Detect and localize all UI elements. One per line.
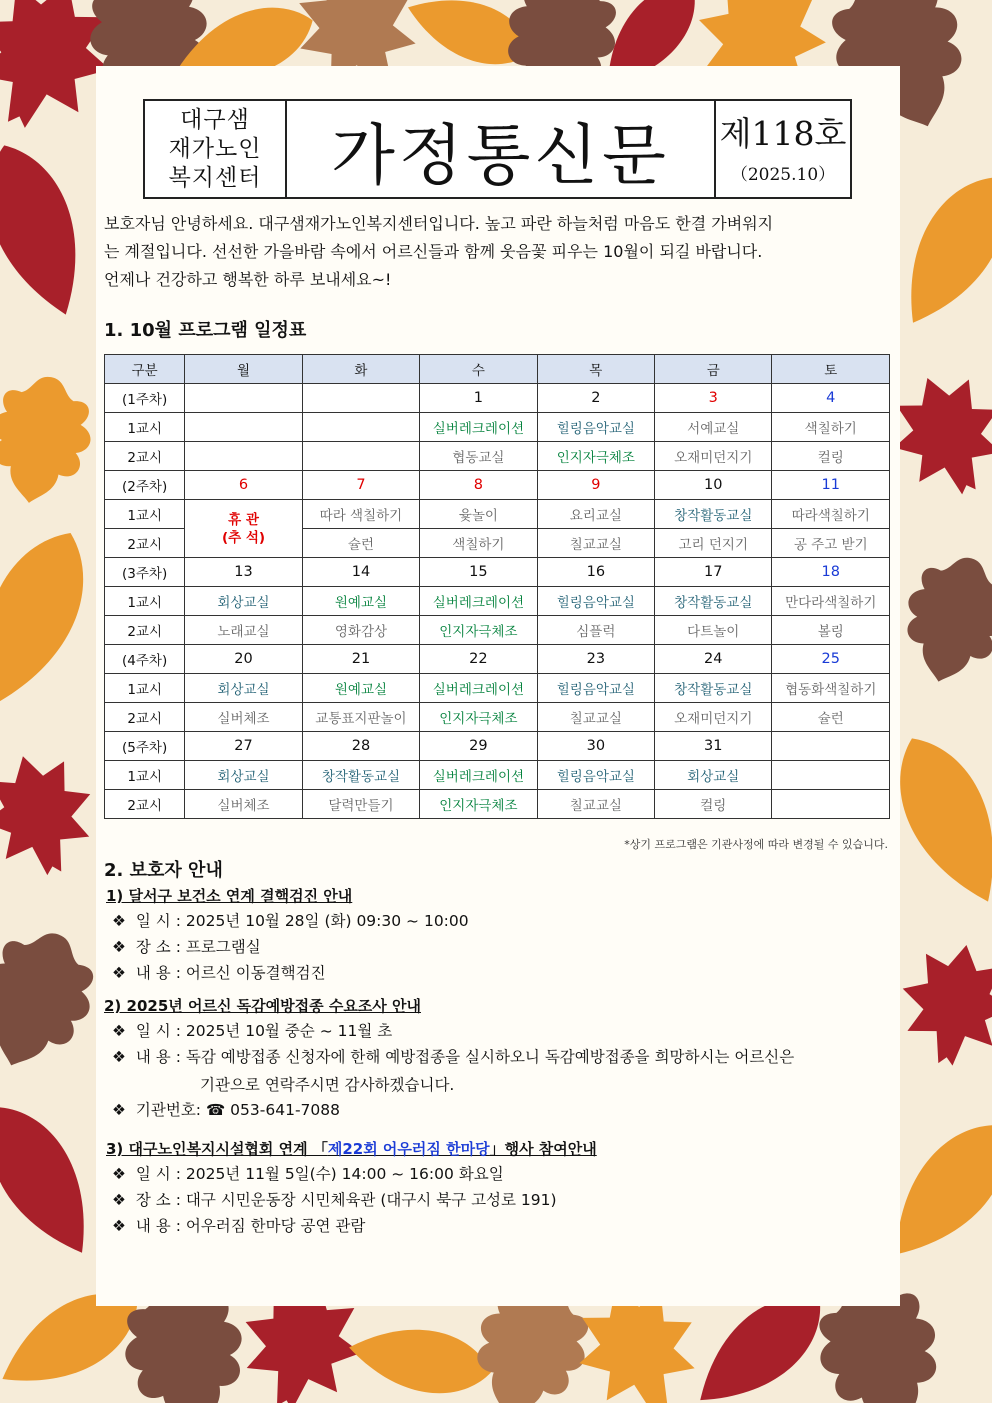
list-item-text: 일 시 : 2025년 10월 28일 (화) 09:30 ~ 10:00: [135, 912, 469, 930]
program-cell: 힐링음악교실: [537, 761, 654, 790]
program-cell: 회상교실: [185, 674, 302, 703]
program-cell: 고리 던지기: [655, 529, 772, 558]
program-cell: 창작활동교실: [302, 761, 419, 790]
week-row: [105, 558, 890, 587]
program-cell: 회상교실: [185, 587, 302, 616]
bullet-icon: ❖: [112, 938, 126, 956]
period-row: [105, 587, 890, 616]
date-cell: 20: [185, 645, 302, 674]
date-cell: 17: [655, 558, 772, 587]
date-cell: 23: [537, 645, 654, 674]
holiday-reason: (추 석): [221, 529, 266, 546]
notice-heading-text: 1) 달서구 보건소 연계 결핵검진 안내: [106, 887, 353, 905]
column-header: 토: [772, 355, 890, 384]
program-cell: 원예교실: [302, 674, 419, 703]
intro-text: [104, 210, 894, 294]
program-cell: 회상교실: [185, 761, 302, 790]
org-name-line: 복지센터: [168, 164, 262, 191]
org-name-line: 재가노인: [168, 135, 262, 162]
program-cell: 색칠하기: [772, 413, 890, 442]
week-row: [105, 384, 890, 413]
program-cell: 색칠하기: [420, 529, 537, 558]
period-row: [105, 703, 890, 732]
heading-prefix: 3) 대구노인복지시설협회 연계 「: [106, 1140, 328, 1158]
program-cell: 인지자극체조: [420, 790, 537, 819]
date-cell: 18: [772, 558, 890, 587]
program-cell: 달력만들기: [302, 790, 419, 819]
list-item-text: 일 시 : 2025년 10월 중순 ~ 11월 초: [135, 1022, 393, 1040]
bullet-icon: ❖: [112, 1217, 126, 1235]
program-cell: [772, 790, 890, 819]
bullet-icon: ❖: [112, 964, 126, 982]
list-item: [112, 1213, 365, 1239]
program-cell: [185, 442, 302, 471]
bullet-icon: ❖: [112, 1165, 126, 1183]
event-name: 제22회 어우러짐 한마당: [327, 1140, 490, 1158]
list-item: [112, 1187, 557, 1213]
date-cell: 2: [537, 384, 654, 413]
date-cell: [185, 384, 302, 413]
program-cell: 창작활동교실: [655, 587, 772, 616]
program-cell: 실버체조: [185, 703, 302, 732]
notice-heading: [104, 995, 421, 1016]
program-cell: 볼링: [772, 616, 890, 645]
notice-heading-text: 2) 2025년 어르신 독감예방접종 수요조사 안내: [104, 997, 421, 1015]
date-cell: 13: [185, 558, 302, 587]
program-cell: 힐링음악교실: [537, 674, 654, 703]
date-cell: 25: [772, 645, 890, 674]
date-cell: 4: [772, 384, 890, 413]
list-item: [112, 934, 261, 960]
row-label: 1교시: [105, 500, 185, 529]
program-cell: 따라색칠하기: [772, 500, 890, 529]
holiday-label: 휴 관: [228, 511, 259, 528]
program-cell: [772, 761, 890, 790]
issue-number: 제118호: [719, 113, 847, 153]
program-cell: 요리교실: [537, 500, 654, 529]
row-label: (3주차): [105, 558, 185, 587]
program-cell: 힐링음악교실: [537, 413, 654, 442]
intro-line: 보호자님 안녕하세요. 대구샘재가노인복지센터입니다. 높고 파란 하늘처럼 마음도 한결 가벼워지: [104, 214, 774, 233]
list-item-text: 내 용 : 어르신 이동결핵검진: [135, 964, 326, 982]
program-cell: [302, 442, 419, 471]
period-row: [105, 413, 890, 442]
date-cell: 9: [537, 471, 654, 500]
date-cell: 30: [537, 732, 654, 761]
program-cell: 힐링음악교실: [537, 587, 654, 616]
list-item: [112, 1161, 504, 1187]
program-cell: 창작활동교실: [655, 500, 772, 529]
period-row: [105, 500, 890, 529]
date-cell: [302, 384, 419, 413]
column-header: 금: [655, 355, 772, 384]
program-cell: 슐런: [302, 529, 419, 558]
date-cell: 16: [537, 558, 654, 587]
program-cell: 공 주고 받기: [772, 529, 890, 558]
row-label: 2교시: [105, 529, 185, 558]
table-header-row: [105, 355, 890, 384]
bullet-icon: ❖: [112, 1048, 126, 1066]
issue-date: （2025.10）: [730, 164, 836, 185]
program-cell: 인지자극체조: [537, 442, 654, 471]
bullet-icon: ❖: [112, 1022, 126, 1040]
week-row: [105, 645, 890, 674]
date-cell: 3: [655, 384, 772, 413]
program-cell: 협동교실: [420, 442, 537, 471]
list-item-continuation: 기관으로 연락주시면 감사하겠습니다.: [200, 1076, 455, 1094]
program-cell: [302, 413, 419, 442]
date-cell: 7: [302, 471, 419, 500]
program-cell: 원예교실: [302, 587, 419, 616]
program-cell: 따라 색칠하기: [302, 500, 419, 529]
program-cell: 칠교교실: [537, 529, 654, 558]
row-label: 2교시: [105, 790, 185, 819]
program-cell: 창작활동교실: [655, 674, 772, 703]
list-item: [112, 1097, 340, 1123]
bullet-icon: ❖: [112, 912, 126, 930]
column-header: 수: [420, 355, 537, 384]
program-cell: 슐런: [772, 703, 890, 732]
row-label: 1교시: [105, 587, 185, 616]
table-body: [105, 384, 890, 819]
date-cell: 29: [420, 732, 537, 761]
row-label: 2교시: [105, 616, 185, 645]
date-cell: 31: [655, 732, 772, 761]
section-title: 1. 10월 프로그램 일정표: [104, 320, 307, 341]
program-cell: 칠교교실: [537, 703, 654, 732]
row-label: (4주차): [105, 645, 185, 674]
row-label: 1교시: [105, 674, 185, 703]
phone-number: 기관번호: ☎ 053-641-7088: [135, 1101, 340, 1119]
row-label: 1교시: [105, 413, 185, 442]
list-item: [112, 908, 469, 934]
period-row: [105, 616, 890, 645]
heading-suffix: 」행사 참여안내: [489, 1140, 597, 1158]
program-schedule-table: [104, 354, 890, 819]
program-cell: 영화감상: [302, 616, 419, 645]
list-item: [112, 1018, 392, 1044]
date-cell: 27: [185, 732, 302, 761]
date-cell: 15: [420, 558, 537, 587]
program-cell: 만다라색칠하기: [772, 587, 890, 616]
date-cell: 1: [420, 384, 537, 413]
row-label: 1교시: [105, 761, 185, 790]
program-cell: 실버체조: [185, 790, 302, 819]
newsletter-title: 가정통신문: [331, 116, 670, 194]
holiday-cell: [185, 500, 302, 558]
row-label: (5주차): [105, 732, 185, 761]
row-label: (2주차): [105, 471, 185, 500]
issue-box: [714, 101, 850, 197]
date-cell: 22: [420, 645, 537, 674]
period-row: [105, 790, 890, 819]
program-cell: 협동화색칠하기: [772, 674, 890, 703]
list-item-text: 장 소 : 프로그램실: [135, 938, 261, 956]
row-label: 2교시: [105, 442, 185, 471]
program-cell: 회상교실: [655, 761, 772, 790]
date-cell: 14: [302, 558, 419, 587]
intro-line: 언제나 건강하고 행복한 하루 보내세요~!: [104, 270, 392, 289]
period-row: [105, 761, 890, 790]
date-cell: 6: [185, 471, 302, 500]
org-name: [145, 101, 287, 197]
program-cell: [185, 413, 302, 442]
org-name-line: 대구샘: [180, 106, 250, 133]
program-cell: 오재미던지기: [655, 703, 772, 732]
section-title: 2. 보호자 안내: [104, 860, 223, 881]
program-cell: 실버레크레이션: [420, 587, 537, 616]
date-cell: [772, 732, 890, 761]
program-cell: 실버레크레이션: [420, 761, 537, 790]
program-cell: 컬링: [655, 790, 772, 819]
bullet-icon: ❖: [112, 1191, 126, 1209]
week-row: [105, 732, 890, 761]
week-row: [105, 471, 890, 500]
program-cell: 컬링: [772, 442, 890, 471]
column-header: 월: [185, 355, 302, 384]
notice-heading: [106, 885, 352, 906]
period-row: [105, 674, 890, 703]
list-item: [112, 960, 326, 986]
list-item-text: 내 용 : 독감 예방접종 신청자에 한해 예방접종을 실시하오니 독감예방접종을 희망하시는 어르신은: [135, 1048, 795, 1066]
date-cell: 21: [302, 645, 419, 674]
date-cell: 11: [772, 471, 890, 500]
row-label: 2교시: [105, 703, 185, 732]
masthead: [143, 99, 852, 199]
column-header: 구분: [105, 355, 185, 384]
list-item-text: 내 용 : 어우러짐 한마당 공연 관람: [135, 1217, 366, 1235]
program-cell: 실버레크레이션: [420, 674, 537, 703]
program-cell: 노래교실: [185, 616, 302, 645]
program-cell: 서예교실: [655, 413, 772, 442]
list-item: [112, 1044, 794, 1070]
column-header: 목: [537, 355, 654, 384]
list-item-text: 장 소 : 대구 시민운동장 시민체육관 (대구시 북구 고성로 191): [135, 1191, 557, 1209]
program-cell: 인지자극체조: [420, 703, 537, 732]
notice-heading-text: [106, 1140, 597, 1158]
intro-line: 는 계절입니다. 선선한 가을바람 속에서 어르신들과 함께 웃음꽃 피우는 10월이 되길 바랍니다.: [104, 242, 763, 261]
list-item-text: 일 시 : 2025년 11월 5일(수) 14:00 ~ 16:00 화요일: [135, 1165, 504, 1183]
program-cell: 칠교교실: [537, 790, 654, 819]
program-cell: 심플럭: [537, 616, 654, 645]
program-cell: 실버레크레이션: [420, 413, 537, 442]
column-header: 화: [302, 355, 419, 384]
period-row: [105, 442, 890, 471]
row-label: (1주차): [105, 384, 185, 413]
bullet-icon: ❖: [112, 1101, 126, 1119]
program-cell: 오재미던지기: [655, 442, 772, 471]
date-cell: 8: [420, 471, 537, 500]
program-cell: 다트놀이: [655, 616, 772, 645]
program-cell: 교통표지판놀이: [302, 703, 419, 732]
date-cell: 24: [655, 645, 772, 674]
date-cell: 10: [655, 471, 772, 500]
notice-heading: [106, 1138, 597, 1159]
schedule-note: *상기 프로그램은 기관사정에 따라 변경될 수 있습니다.: [624, 838, 888, 851]
date-cell: 28: [302, 732, 419, 761]
program-cell: 윷놀이: [420, 500, 537, 529]
program-cell: 인지자극체조: [420, 616, 537, 645]
